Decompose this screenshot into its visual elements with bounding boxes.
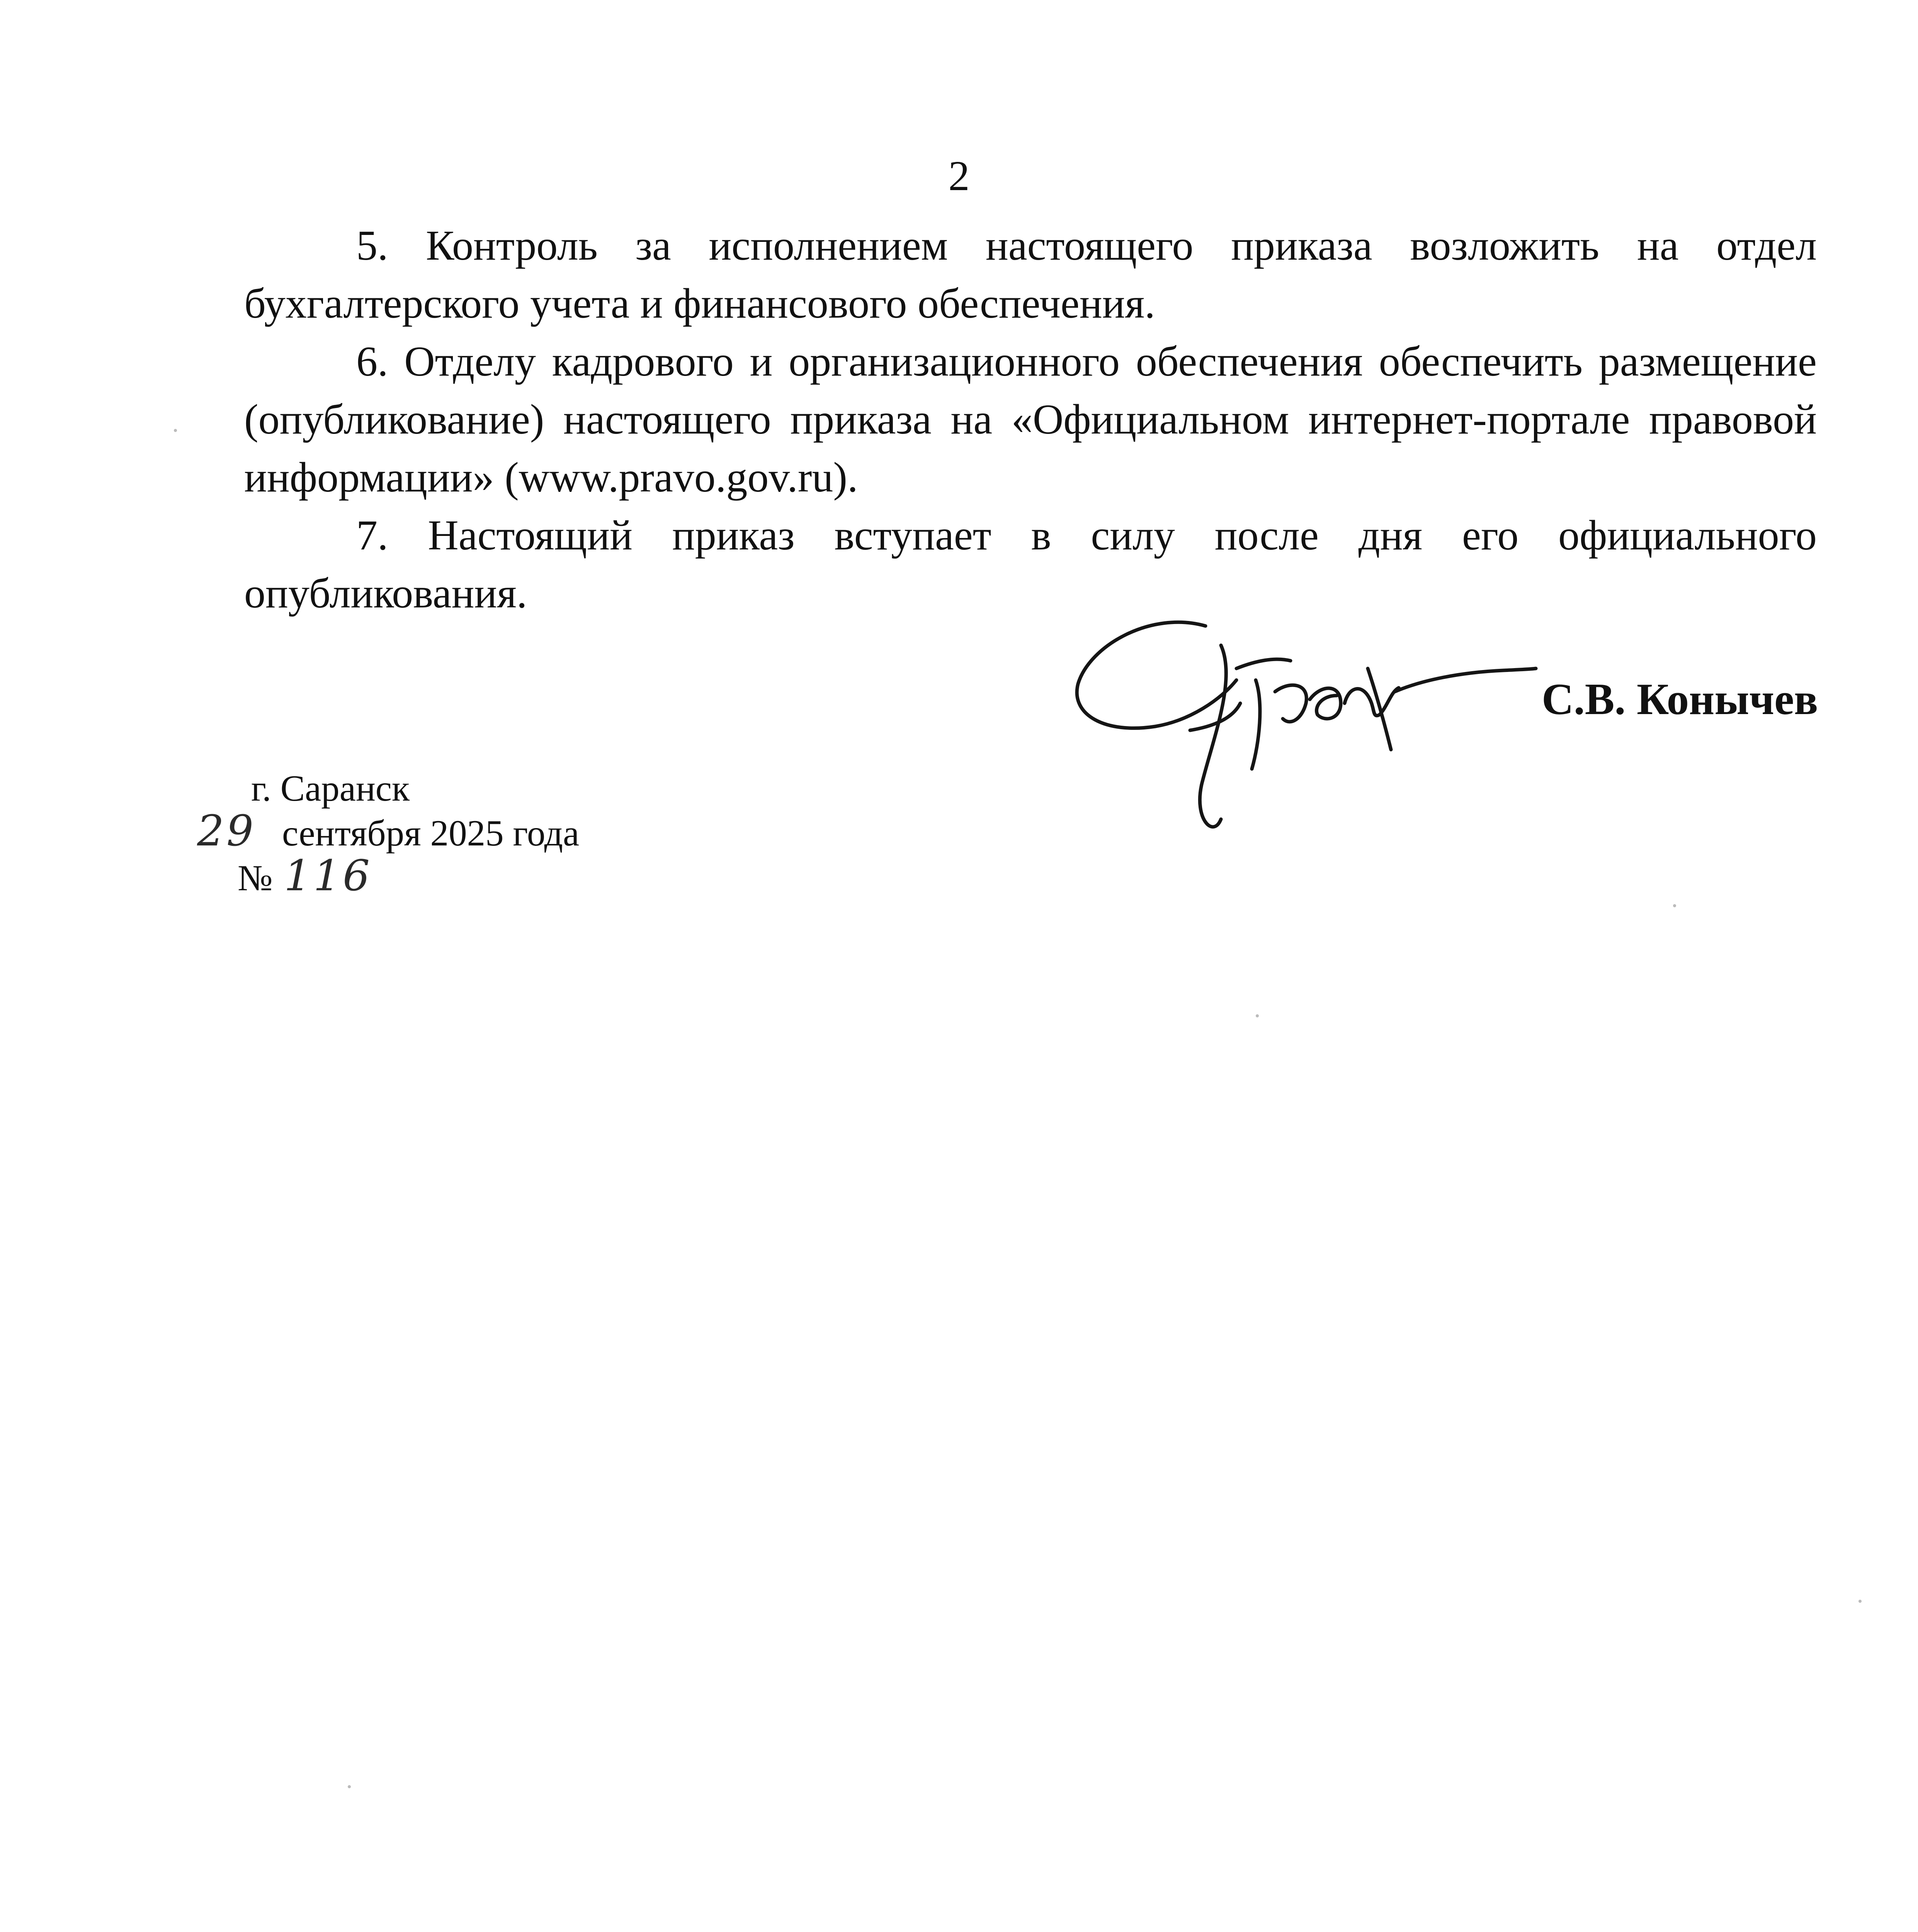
number-line (238, 851, 579, 900)
handwritten-number: 116 (284, 851, 372, 900)
scan-speck (1256, 1014, 1259, 1017)
paragraph-5: 5. Контроль за исполнением настоящего приказа возложить на отдел бухгалтерского учета и финансового обеспечения. (244, 222, 1817, 327)
signer-name: С.В. Конычев (1542, 675, 1818, 724)
date-line (197, 806, 580, 855)
scan-speck (1858, 1600, 1862, 1603)
date-text: сентября 2025 года (282, 813, 580, 854)
document-body (244, 216, 1817, 622)
scan-speck (174, 429, 177, 432)
number-sign: № (238, 857, 273, 898)
city-line: г. Саранск (251, 768, 410, 809)
handwritten-signature (1074, 603, 1538, 858)
scan-speck (1673, 904, 1676, 907)
scan-speck (348, 1785, 351, 1788)
paragraph-6: 6. Отделу кадрового и организационного обеспечения обеспечить размещение (опубликование) настоящего приказа на «Официальном интернет-портале правовой информации» (www.pravo.gov.ru). (244, 338, 1817, 501)
page-number: 2 (948, 152, 970, 199)
place-date-block (197, 767, 580, 900)
paragraph-7: 7. Настоящий приказ вступает в силу после дня его официального опубликования. (244, 512, 1817, 617)
handwritten-day: 29 (197, 806, 256, 855)
